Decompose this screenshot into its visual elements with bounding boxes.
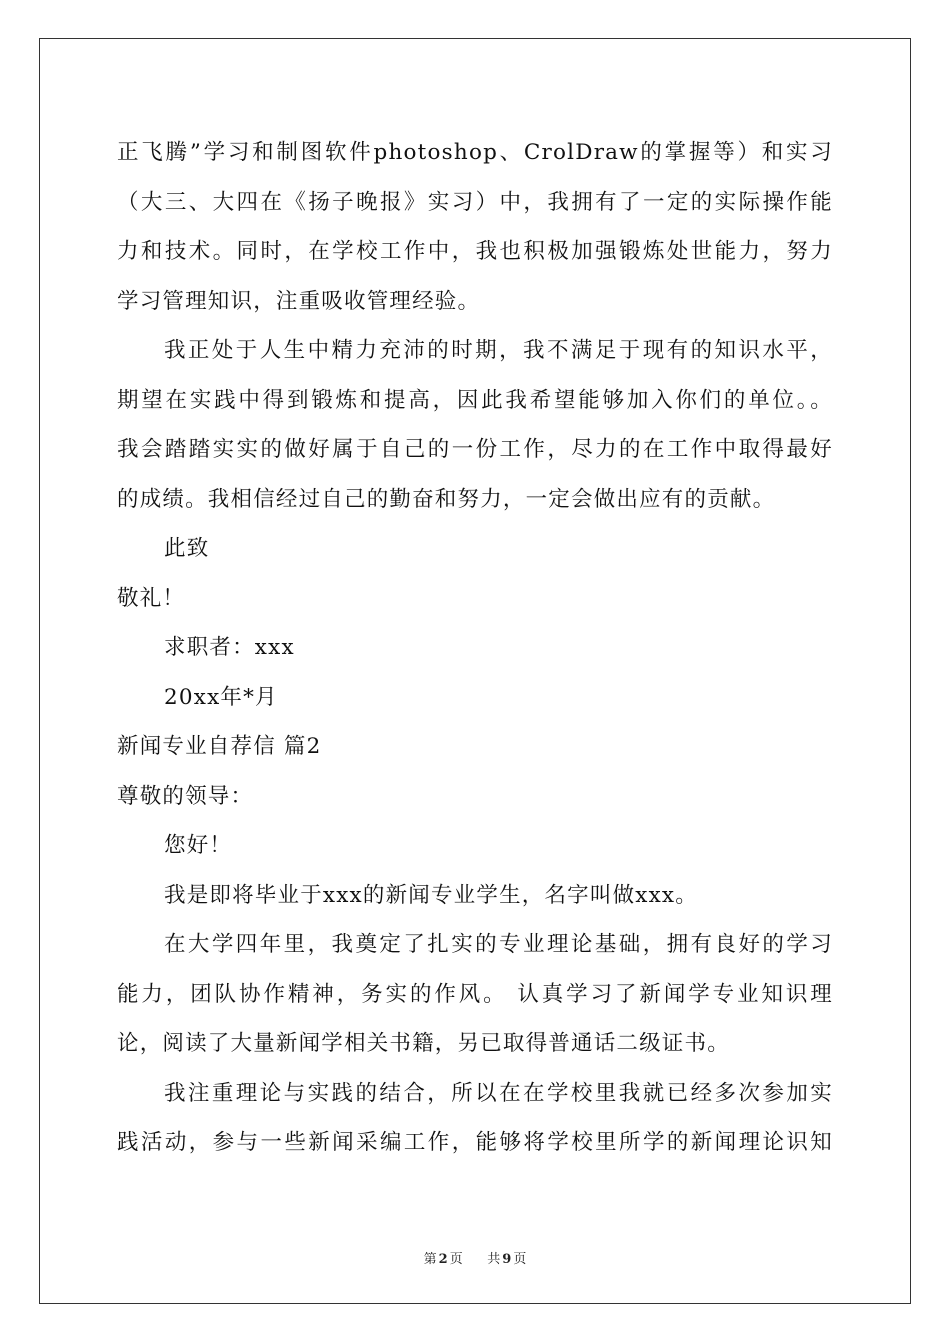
text-line: 期望在实践中得到锻炼和提高，因此我希望能够加入你们的单位。。 [117,387,833,413]
text-line: 我是即将毕业于xxx的新闻专业学生，名字叫做xxx。 [164,882,698,908]
text-line: 此致 [164,536,210,561]
page-footer [0,1248,950,1267]
page-suffix: 页 [449,1252,463,1267]
document-body [117,128,833,1168]
page-number: 2 [438,1252,448,1267]
text-line: 我会踏踏实实的做好属于自己的一份工作，尽力的在工作中取得最好 [117,437,833,462]
text-line: （大三、大四在《扬子晚报》实习）中，我拥有了一定的实际操作能 [117,189,833,215]
total-suffix: 页 [513,1252,527,1267]
text-line: 论，阅读了大量新闻学相关书籍，另已取得普通话二级证书。 [117,1031,730,1056]
text-line: 力和技术。同时，在学校工作中，我也积极加强锻炼处世能力，努力 [117,239,833,264]
text-line: 求职者：xxx [164,635,295,660]
text-line: 尊敬的领导： [117,783,254,809]
total-pages-indicator [485,1252,528,1267]
text-line: 20xx年*月 [164,684,278,710]
page-prefix: 第 [423,1252,437,1267]
text-line: 我正处于人生中精力充沛的时期，我不满足于现有的知识水平， [164,338,833,363]
text-line: 我注重理论与实践的结合，所以在在学校里我就已经多次参加实 [164,1080,833,1106]
total-prefix: 共 [487,1252,501,1267]
text-line: 正飞腾”学习和制图软件photoshop、CrolDraw的掌握等）和实习 [117,140,833,165]
text-line: 在大学四年里，我奠定了扎实的专业理论基础，拥有良好的学习 [164,932,833,957]
text-line: 敬礼！ [117,585,186,611]
text-line: 能力，团队协作精神，务实的作风。 认真学习了新闻学专业知识理 [117,981,833,1007]
total-page-number: 9 [502,1252,512,1267]
text-line: 新闻专业自荐信 篇2 [117,734,322,759]
text-line: 的成绩。我相信经过自己的勤奋和努力，一定会做出应有的贡献。 [117,486,776,512]
text-line: 学习管理知识，注重吸收管理经验。 [117,288,481,314]
page-indicator [422,1252,465,1267]
text-line: 您好！ [164,833,233,858]
text-line: 践活动，参与一些新闻采编工作，能够将学校里所学的新闻理论识知 [117,1130,833,1155]
